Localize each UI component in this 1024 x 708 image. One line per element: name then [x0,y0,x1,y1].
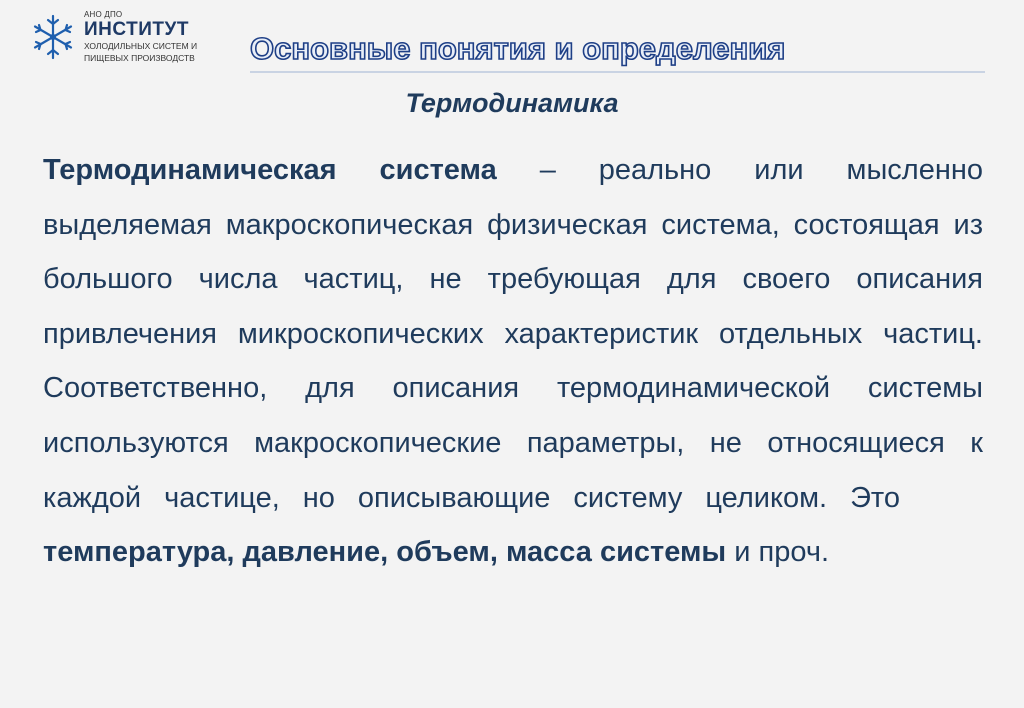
definition-paragraph [43,143,983,580]
snowflake-icon [28,12,78,62]
definition-end: и проч. [726,536,830,569]
slide-header-title: Основные понятия и определения [250,31,786,66]
logo-subtitle-line1: ХОЛОДИЛЬНЫХ СИСТЕМ И [84,41,198,51]
definition-text: – реально или мысленно выделяемая макроскопическая физическая система, состоящая из большого числа частиц, не требующая для своего описания привлечения микроскопических характеристик отдельных частиц. Соответственно, для описания термодинамической системы используются макроскопические параметры, не относящиеся к каждой частице, но описывающие систему целиком. Это [43,154,984,514]
definition-parameters: температура, давление, объем, масса системы [43,536,727,569]
logo-subtitle-line2: ПИЩЕВЫХ ПРОИЗВОДСТВ [84,53,195,63]
institute-logo [28,8,228,66]
logo-name: ИНСТИТУТ [84,19,189,40]
definition-term: Термодинамическая система [43,154,497,186]
header-divider [250,71,985,73]
logo-org-type: АНО ДПО [84,10,123,19]
section-title: Термодинамика [405,88,619,118]
